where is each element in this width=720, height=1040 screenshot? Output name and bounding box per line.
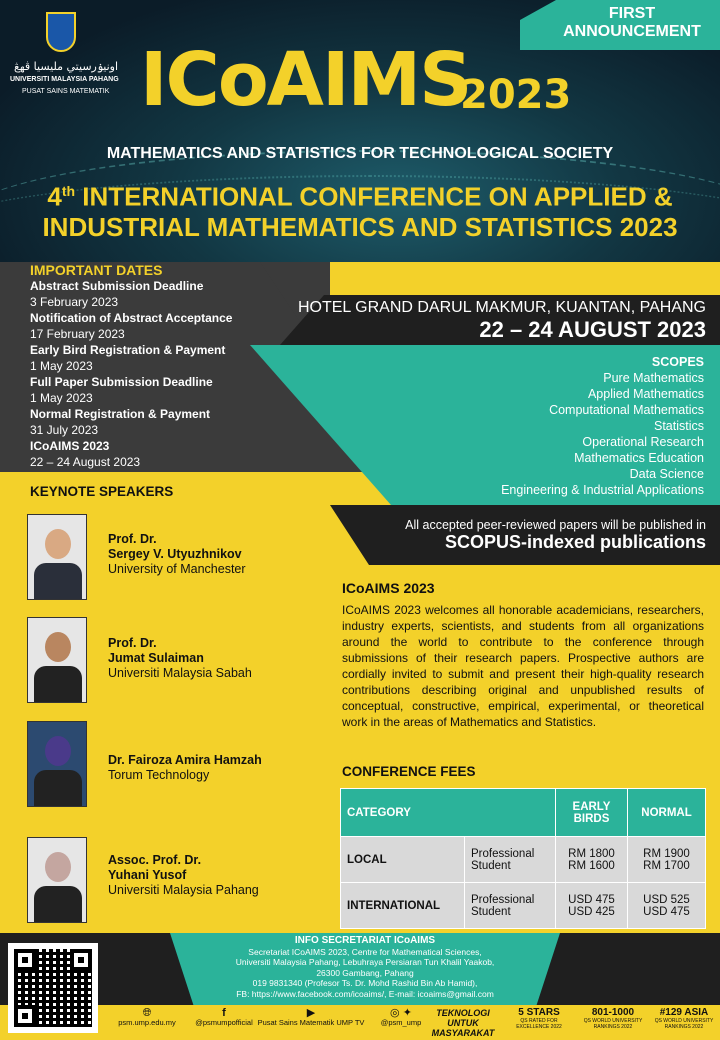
ranking-stars — [504, 1008, 574, 1030]
ranking-value: 5 STARS — [518, 1007, 560, 1018]
venue — [298, 299, 706, 343]
scope-item: Data Science — [629, 467, 704, 481]
fees-heading: CONFERENCE FEES — [342, 764, 476, 779]
ranking-world — [578, 1008, 648, 1030]
scope-item: Mathematics Education — [574, 451, 704, 465]
venue-dates: 22 – 24 AUGUST 2023 — [479, 317, 706, 342]
announcement-label: FIRST ANNOUNCEMENT — [563, 5, 701, 40]
date-value: 22 – 24 August 2023 — [30, 455, 141, 469]
fees-header-category: CATEGORY — [341, 789, 556, 837]
fee-early: USD 475 USD 425 — [556, 883, 628, 929]
speaker-name: Yuhani Yusof — [108, 868, 187, 882]
ranking-caption: QS WORLD UNIVERSITY RANKINGS 2022 — [583, 1018, 643, 1030]
fee-types: Professional Student — [465, 883, 556, 929]
scope-item: Computational Mathematics — [549, 403, 704, 417]
date-label: Normal Registration & Payment — [30, 407, 211, 421]
footer-web-label: psm.ump.edu.my — [118, 1018, 176, 1027]
ranking-caption: QS RATED FOR EXCELLENCE 2022 — [516, 1018, 562, 1030]
university-arabic-name: اونيۏرسيتي مليسيا ڤهڠ — [14, 60, 119, 73]
date-value: 1 May 2023 — [30, 359, 93, 373]
fee-normal: RM 1900 RM 1700 — [628, 837, 706, 883]
youtube-icon: ▶ — [306, 1007, 316, 1019]
conference-logo: ICoAIMS — [140, 37, 471, 123]
secretariat-line: Universiti Malaysia Pahang, Lebuhraya Persiaran Tun Khalil Yaakob, — [235, 957, 495, 967]
conference-logo-year: 2023 — [460, 72, 572, 118]
fee-category: INTERNATIONAL — [341, 883, 465, 929]
twitter-icon: ✦ — [402, 1007, 412, 1019]
university-name: UNIVERSITI MALAYSIA PAHANG — [10, 76, 119, 83]
publication-line: All accepted peer-reviewed papers will be published in — [405, 518, 706, 532]
ranking-asia — [650, 1008, 718, 1030]
secretariat-line: Secretariat ICoAIMS 2023, Centre for Mathematical Sciences, — [248, 946, 482, 957]
date-value: 17 February 2023 — [30, 327, 125, 341]
fees-table — [340, 788, 706, 929]
ump-logo-icon — [46, 12, 76, 52]
date-value: 3 February 2023 — [30, 295, 119, 309]
footer-web[interactable] — [112, 1008, 182, 1028]
centre-name: PUSAT SAINS MATEMATIK — [22, 88, 110, 95]
speaker-photo — [27, 721, 87, 807]
qr-code[interactable] — [8, 943, 98, 1033]
speaker-info — [108, 853, 259, 898]
speaker-title: Prof. Dr. — [108, 532, 157, 546]
scope-item: Applied Mathematics — [587, 387, 704, 401]
speaker-affiliation: Torum Technology — [108, 768, 210, 782]
speaker-affiliation: University of Manchester — [108, 562, 246, 576]
title-ordinal-suffix: th — [61, 183, 76, 199]
facebook-icon: f — [222, 1007, 226, 1019]
ranking-value: #129 ASIA — [659, 1007, 709, 1018]
speaker-photo — [27, 837, 87, 923]
footer-youtube-label: Pusat Sains Matematik UMP TV — [257, 1018, 365, 1027]
conference-theme: MATHEMATICS AND STATISTICS FOR TECHNOLOGICAL SOCIETY — [106, 145, 614, 162]
fee-types: Professional Student — [465, 837, 556, 883]
table-row — [341, 837, 706, 883]
secretariat-title: INFO SECRETARIAT ICoAIMS — [294, 935, 436, 946]
footer-youtube[interactable] — [256, 1008, 366, 1028]
date-value: 31 July 2023 — [30, 423, 99, 437]
speaker-info — [108, 636, 252, 681]
secretariat-line: 26300 Gambang, Pahang — [316, 967, 414, 978]
instagram-icon: ◎ — [390, 1007, 400, 1019]
about-text: ICoAIMS 2023 welcomes all honorable academicians, researchers, industry experts, scientists, and students from all organizations around the world to contribute to the conference through submissions of their research papers. Prospective authors are cordially invited to submit and present their high-quality research contributions describing original and unpublished results of conceptual, constructive, empirical, experimental, or theoretical work in the areas of Mathematics and Statistics. — [342, 603, 704, 729]
secretariat-line: FB: https://www.facebook.com/icoaims/, E-mail: icoaims@gmail.com — [236, 988, 494, 999]
footer-facebook-label: @psmumpofficial — [195, 1018, 253, 1027]
footer-social-label: @psm_ump — [380, 1018, 422, 1027]
fee-early: RM 1800 RM 1600 — [556, 837, 628, 883]
date-label: Full Paper Submission Deadline — [30, 375, 213, 389]
speaker-name: Jumat Sulaiman — [108, 651, 204, 665]
publication-notice — [405, 518, 706, 553]
important-dates — [30, 262, 290, 470]
speaker-info — [108, 753, 262, 783]
keynote-heading: KEYNOTE SPEAKERS — [30, 484, 174, 499]
date-label: Abstract Submission Deadline — [30, 279, 204, 293]
speaker-title: Assoc. Prof. Dr. — [108, 853, 202, 867]
speaker-name: Sergey V. Utyuzhnikov — [108, 547, 242, 561]
scopes-heading: SCOPES — [651, 355, 704, 369]
speaker-name: Dr. Fairoza Amira Hamzah — [108, 753, 262, 767]
venue-place: HOTEL GRAND DARUL MAKMUR, KUANTAN, PAHANG — [297, 299, 706, 316]
footer-facebook[interactable] — [186, 1008, 262, 1028]
secretariat-info — [170, 936, 560, 999]
scope-item: Engineering & Industrial Applications — [501, 483, 704, 497]
important-dates-heading: IMPORTANT DATES — [30, 262, 163, 278]
speaker-affiliation: Universiti Malaysia Sabah — [108, 666, 252, 680]
title-ordinal: 4 — [47, 181, 62, 212]
publication-highlight: SCOPUS-indexed publications — [444, 532, 706, 552]
footer-slogan: TEKNOLOGI UNTUK MASYARAKAT — [431, 1008, 495, 1038]
about-heading: ICoAIMS 2023 — [342, 580, 435, 596]
date-label: Notification of Abstract Acceptance — [30, 311, 233, 325]
scope-item: Statistics — [653, 419, 704, 433]
speaker-photo — [27, 617, 87, 703]
fees-header-normal: NORMAL — [628, 789, 706, 837]
fees-header-early: EARLY BIRDS — [556, 789, 628, 837]
ranking-caption: QS WORLD UNIVERSITY RANKINGS 2022 — [654, 1018, 714, 1030]
speaker-photo — [27, 514, 87, 600]
date-value: 1 May 2023 — [30, 391, 93, 405]
speaker-info — [108, 532, 246, 577]
fee-normal: USD 525 USD 475 — [628, 883, 706, 929]
scope-item: Pure Mathematics — [603, 371, 704, 385]
ranking-value: 801-1000 — [591, 1007, 635, 1018]
scopes-list — [501, 354, 704, 498]
conference-title — [20, 176, 700, 242]
speaker-affiliation: Universiti Malaysia Pahang — [108, 883, 259, 897]
secretariat-line: 019 9831340 (Profesor Ts. Dr. Mohd Rashid Bin Ab Hamid), — [252, 978, 478, 988]
speaker-title: Prof. Dr. — [108, 636, 157, 650]
date-label: ICoAIMS 2023 — [30, 439, 110, 453]
footer-social[interactable] — [376, 1008, 426, 1028]
fee-category: LOCAL — [341, 837, 465, 883]
title-text: INTERNATIONAL CONFERENCE ON APPLIED & INDUSTRIAL MATHEMATICS AND STATISTICS 2023 — [42, 181, 678, 242]
date-label: Early Bird Registration & Payment — [30, 343, 226, 357]
scope-item: Operational Research — [582, 435, 704, 449]
globe-icon: 🌐︎ — [142, 1007, 152, 1019]
table-row — [341, 883, 706, 929]
